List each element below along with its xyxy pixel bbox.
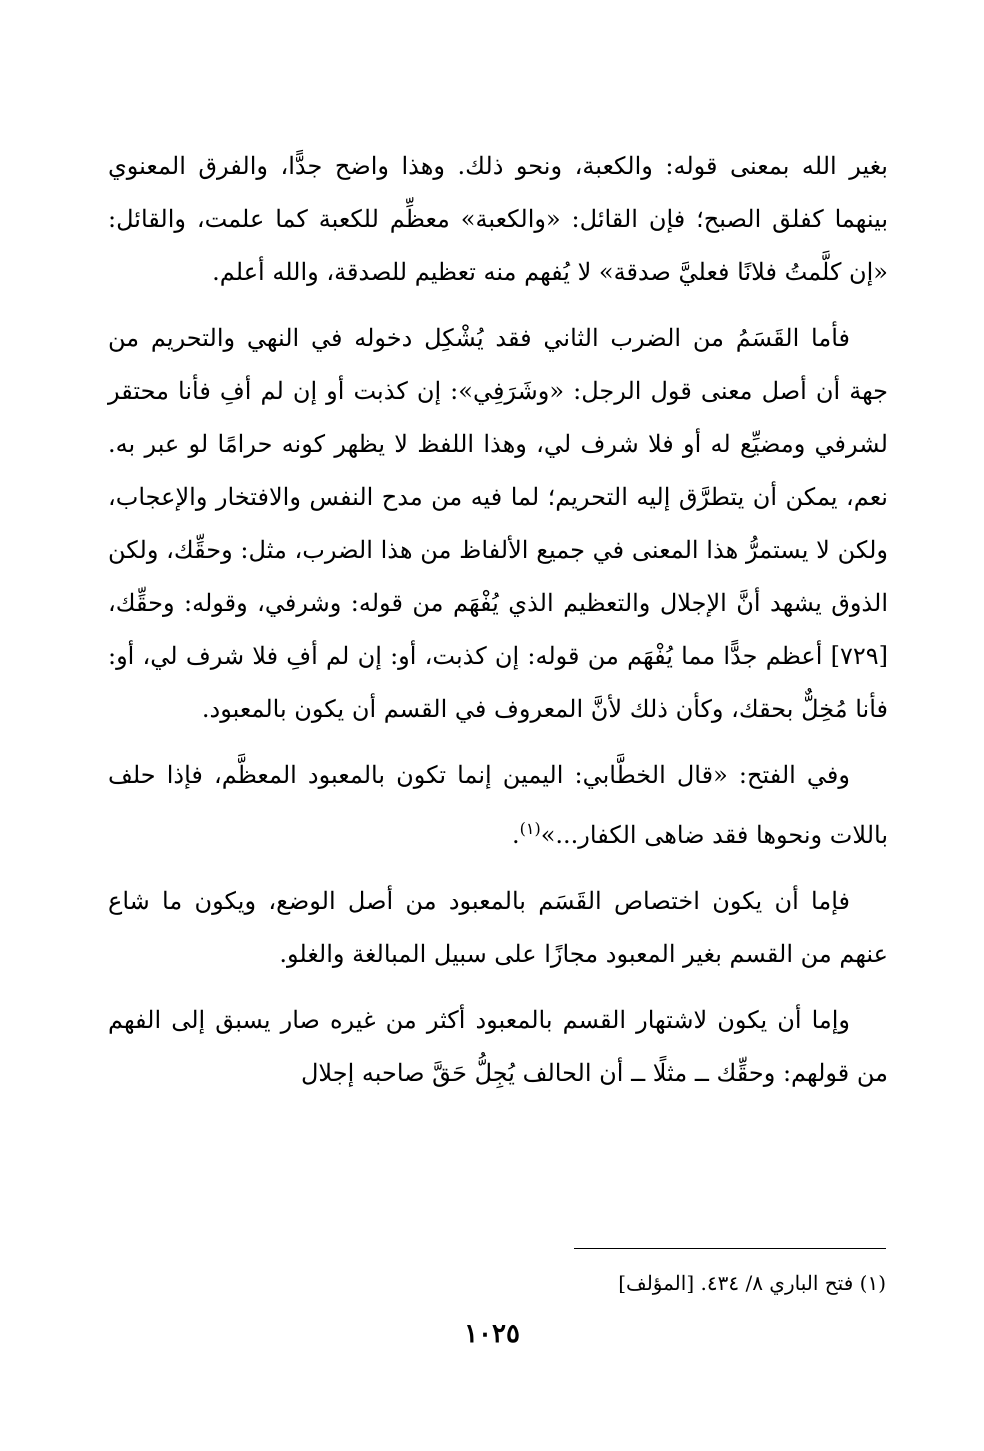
page-number: ١٠٢٥ (464, 1319, 520, 1349)
paragraph-4: فإما أن يكون اختصاص القَسَم بالمعبود من أصل الوضع، ويكون ما شاع عنهم من القسم بغير المعبود مجازًا على سبيل المبالغة والغلو. (108, 887, 888, 968)
paragraph-5: وإما أن يكون لاشتهار القسم بالمعبود أكثر من غيره صار يسبق إلى الفهم من قولهم: وحقِّك ــ مثلًا ــ أن الحالف يُجِلُّ حَقَّ صاحبه إجلال (108, 1006, 888, 1087)
paragraph-3-text: وفي الفتح: «قال الخطَّابي: اليمين إنما تكون بالمعبود المعظَّم، فإذا حلف باللات ونحوها فقد ضاهى الكفار...» (108, 761, 888, 849)
footnote-separator (574, 1248, 886, 1249)
paragraph-3: وفي الفتح: «قال الخطَّابي: اليمين إنما تكون بالمعبود المعظَّم، فإذا حلف باللات ونحوها فقد ضاهى الكفار...»$^{(١)}$. (108, 761, 888, 849)
footnote-marker: (١) (519, 819, 541, 838)
paragraph-1: بغير الله بمعنى قوله: والكعبة، ونحو ذلك. وهذا واضح جدًّا، والفرق المعنوي بينهما كفلق الصبح؛ فإن القائل: «والكعبة» معظِّم للكعبة كما علمت، والقائل: «إن كلَّمتُ فلانًا فعليَّ صدقة» لا يُفهم منه تعظيم للصدقة، والله أعلم. (108, 152, 889, 286)
paragraph-2: فأما القَسَمُ من الضرب الثاني فقد يُشْكِل دخوله في النهي والتحريم من جهة أن أصل معنى قول الرجل: «وشَرَفِي»: إن كذبت أو إن لم أفِ فأنا محتقر لشرفي ومضيِّع له أو فلا شرف لي، وهذا اللفظ لا يظهر كونه حرامًا لو عبر به. نعم، يمكن أن يتطرَّق إليه التحريم؛ لما فيه من مدح النفس والافتخار والإعجاب، ولكن لا يستمرُّ هذا المعنى في جميع الألفاظ من هذا الضرب، مثل: وحقِّك، ولكن الذوق يشهد أنَّ الإجلال والتعظيم الذي يُفْهَم من قوله: وشرفي، وقوله: وحقِّك، [٧٢٩] أعظم جدًّا مما يُفْهَم من قوله: إن كذبت، أو: إن لم أفِ فلا شرف لي، أو: فأنا مُخِلٌّ بحقك، وكأن ذلك لأنَّ المعروف في القسم أن يكون بالمعبود. (108, 324, 888, 723)
body-text (108, 140, 888, 1113)
footnote: (١) فتح الباري ٨/ ٤٣٤. [المؤلف] (618, 1271, 886, 1295)
